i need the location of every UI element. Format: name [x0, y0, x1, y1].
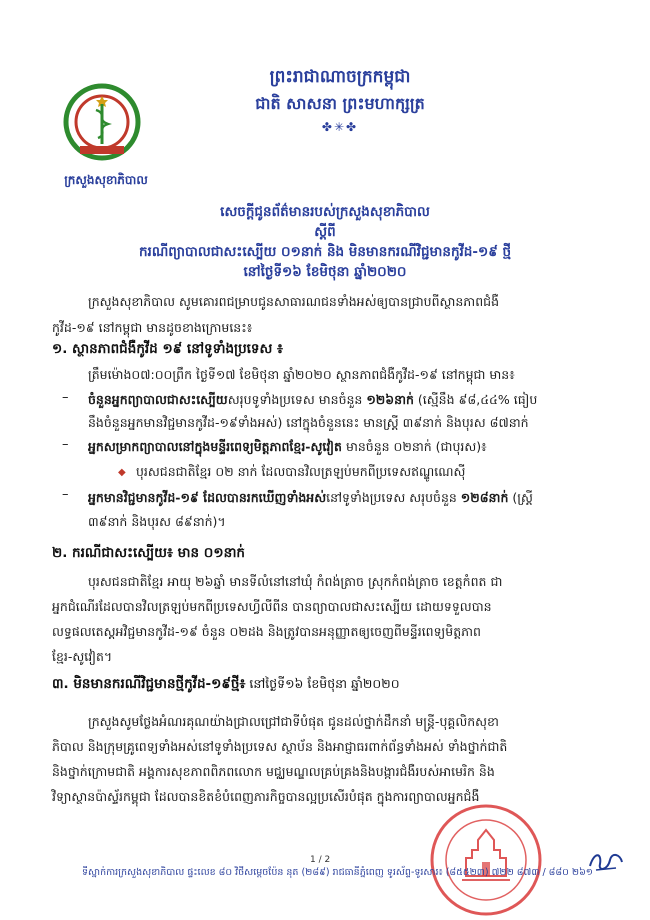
release-subject: ករណីព្យាបាលជាសះស្បើយ ០១នាក់ និង មិនមានករណីវិជ្ជមានកូវីដ-១៩ ថ្មី [138, 244, 512, 260]
section-2-line-4: ខ្មែរ-សូវៀត។ [52, 649, 113, 664]
recovered-text: សរុបទូទាំងប្រទេស មានចំនួន [227, 392, 367, 407]
national-motto: ជាតិ សាសនា ព្រះមហាក្សត្រ [255, 94, 425, 113]
kingdom-title: ព្រះរាជាណាចក្រកម្ពុជា [269, 67, 411, 87]
section-1-line-1: ត្រឹមម៉ោង០៧:០០ព្រឹក ថ្ងៃទី១៧ ខែមិថុនា ឆ្នាំ២០២០ ស្ថានភាពជំងឺកូវីដ-១៩ នៅកម្ពុជា មាន៖ [88, 367, 515, 382]
section-3-line-3: និងថ្នាក់ក្រោមជាតិ អង្គការសុខភាពពិភពលោក មជ្ឈមណ្ឌលគ្រប់គ្រងនិងបង្ការជំងឺរបស់អាមេរិក និង [52, 764, 495, 779]
section-2-line-1: បុរសជនជាតិខ្មែរ អាយុ ២៦ឆ្នាំ មានទីលំនៅនៅឃុំ កំពង់ត្រាច ស្រុកកំពង់ត្រាច ខេត្តកំពត ជា [88, 574, 503, 589]
intro-line-2: កូវីដ-១៩ នៅកម្ពុជា មានដូចខាងក្រោមនេះ៖ [52, 320, 253, 335]
recovered-label: ចំនួនអ្នកព្យាបាលជាសះស្បើយ [88, 392, 228, 407]
section-3-line-1: ក្រសួងសូមថ្លែងអំណរគុណយ៉ាងជ្រាលជ្រៅជាទីបំផុត ជូនដល់ថ្នាក់ដឹកនាំ មន្ត្រី-បុគ្គលិកសុខា [88, 714, 499, 729]
recovered-count: ១២៦នាក់ [366, 392, 414, 407]
section-1-heading: ១. ស្ថានភាពជំងឺកូវីដ ១៩ នៅទូទាំងប្រទេស ៖ [52, 341, 283, 357]
official-stamp-icon [426, 800, 546, 920]
page-number: 1 / 2 [310, 855, 331, 865]
total-cases-count: ១២៨នាក់ [460, 490, 509, 505]
total-cases-tail: (ស្ត្រី [508, 490, 533, 505]
total-cases-text: នៅទូទាំងប្រទេស សរុបចំនួន [326, 490, 461, 505]
section-3-line-4: វិទ្យាស្ថានប៉ាស្ទ័រកម្ពុជា ដែលបានខិតខំបំពេញភារកិច្ចបានល្អប្រសើរបំផុត ក្នុងការព្យាបាលអ្នកជំងឺ [52, 789, 480, 804]
section-2-heading: ២. ករណីជាសះស្បើយ៖ មាន ០១នាក់ [52, 545, 245, 561]
release-title: សេចក្ដីជូនព័ត៌មានរបស់ក្រសួងសុខាភិបាល [220, 204, 430, 220]
recovered-total-line [88, 392, 537, 411]
diamond-bullet-icon: ◆ [118, 467, 126, 478]
bullet-dash: – [62, 390, 69, 405]
bullet-dash: – [62, 487, 69, 502]
total-cases-line [88, 490, 533, 509]
section-3-heading-text: ៣. មិនមានករណីវិជ្ជមានថ្មីកូវីដ-១៩ថ្មី៖ [52, 676, 246, 692]
intro-line-1: ក្រសួងសុខាភិបាល សូមគោរពជម្រាបជូនសាធារណជនទាំងអស់ឲ្យបានជ្រាបពីស្ថានភាពជំងឺ [88, 294, 500, 309]
hospitalized-text: មានចំនួន ០២នាក់ (ជាបុរស)៖ [341, 439, 487, 454]
section-2-line-3: លទ្ធផលតេស្តអវិជ្ជមានកូវីដ-១៩ ចំនួន ០២ដង និងត្រូវបានអនុញ្ញាតឲ្យចេញពីមន្ទីរពេទ្យមិត្តភាព [52, 624, 481, 639]
section-3-heading [52, 675, 400, 695]
release-date: នៅថ្ងៃទី១៦ ខែមិថុនា ឆ្នាំ២០២០ [243, 264, 407, 280]
section-3-date: នៅថ្ងៃទី១៦ ខែមិថុនា ឆ្នាំ២០២០ [245, 676, 400, 691]
bullet-dash: – [62, 437, 69, 452]
hospitalized-detail: បុរសជនជាតិខ្មែរ ០២ នាក់ ដែលបានវិលត្រឡប់មកពីប្រទេសឥណ្ឌូណេស៊ី [136, 464, 466, 479]
ornament-divider: ✤✳✤ [321, 120, 359, 134]
release-subject-label: ស្ដីពី [314, 224, 336, 240]
ministry-of-health-logo-icon [60, 80, 144, 164]
footer-address: ទីស្នាក់ការក្រសួងសុខាភិបាល ផ្ទះលេខ ៨០ វិថីសម្ដេចប៉ែន នុត (២៨៩) រាជធានីភ្នំពេញ ទូរស័ព្ទ-ទូរសារ៖ (៨៥៥២៣) ៧២២ ៨៧៣ / ៨៨០ ២៦១ [82, 867, 593, 878]
recovered-line-2: នឹងចំនួនអ្នកមានវិជ្ជមានកូវីដ-១៩ទាំងអស់) នៅក្នុងចំនួននេះ មានស្ត្រី ៣៩នាក់ និងបុរស ៨៧នាក់ [88, 415, 529, 430]
recovered-percent: (ស្មើនឹង ៩៨,៤៤% ធៀប [413, 392, 538, 407]
ministry-name: ក្រសួងសុខាភិបាល [64, 173, 148, 187]
total-cases-label: អ្នកមានវិជ្ជមានកូវីដ-១៩ ដែលបានរកឃើញទាំងអស់ [88, 490, 327, 505]
hospitalized-line [88, 439, 487, 458]
hospitalized-label: អ្នកសម្រាកព្យាបាលនៅក្នុងមន្ទីរពេទ្យមិត្តភាពខ្មែរ-សូវៀត [88, 439, 342, 454]
total-cases-line-2: ៣៩នាក់ និងបុរស ៨៩នាក់)។ [88, 514, 226, 529]
section-2-line-2: អ្នកជំណើរដែលបានវិលត្រឡប់មកពីប្រទេសហ្វីលីពីន បានព្យាបាលជាសះស្បើយ ដោយទទួលបាន [52, 599, 492, 614]
section-3-line-2: ភិបាល និងក្រុមគ្រូពេទ្យទាំងអស់នៅទូទាំងប្រទេស ស្ថាប័ន និងអាជ្ញាធរពាក់ព័ន្ធទាំងអស់ ទាំងថ្នាក់ជាតិ [52, 739, 508, 754]
